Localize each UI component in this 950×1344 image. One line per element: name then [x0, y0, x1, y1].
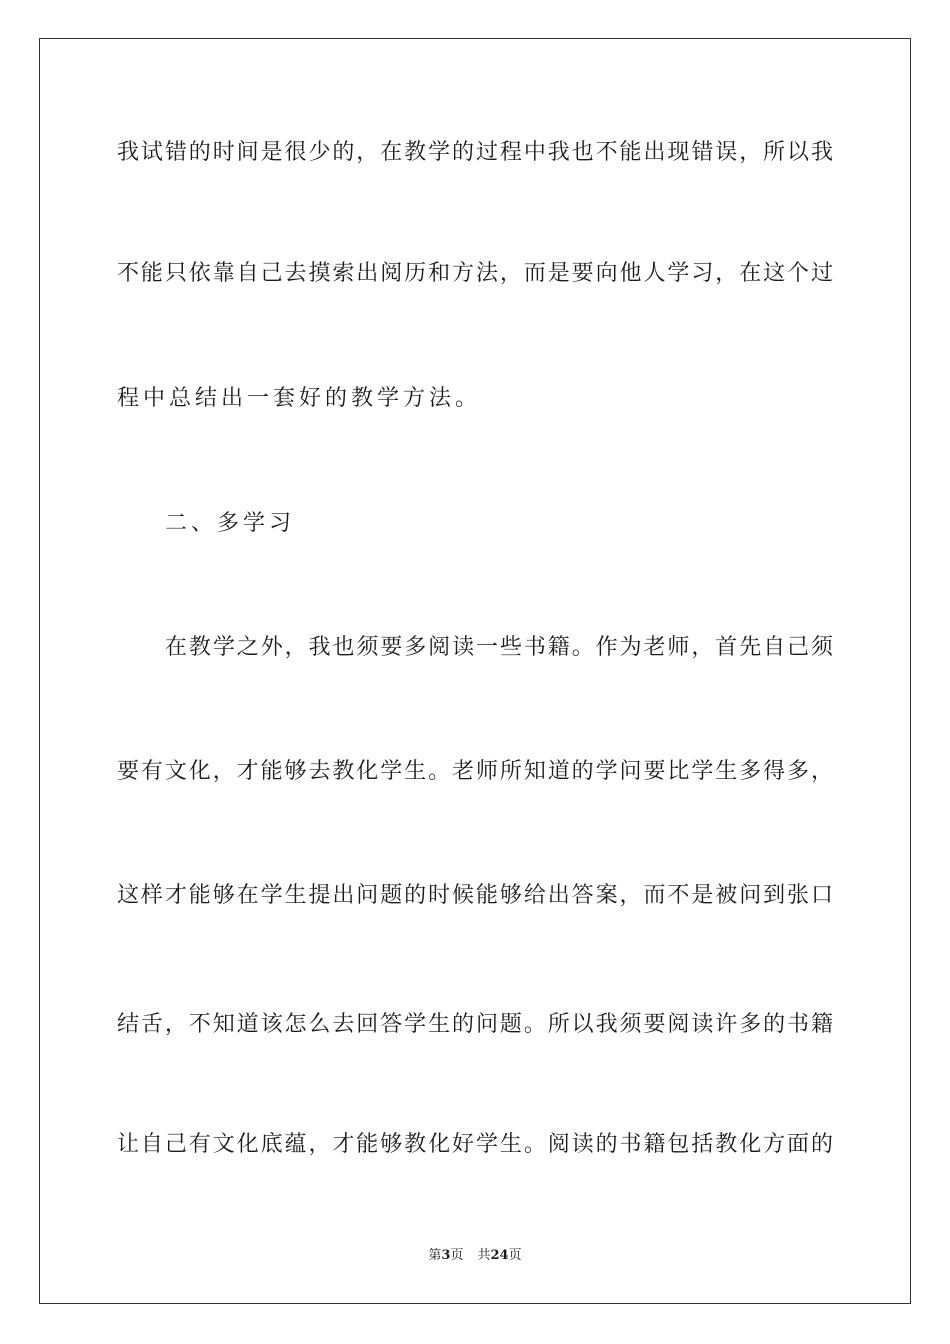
body-text-line-1: 我试错的时间是很少的，在教学的过程中我也不能出现错误，所以我 [117, 140, 833, 165]
section-heading: 二、多学习 [165, 511, 296, 536]
current-page-number: 3 [441, 1248, 451, 1263]
total-label-unit: 页 [508, 1248, 522, 1263]
total-page-number: 24 [490, 1248, 509, 1263]
body-text-line-5: 在教学之外，我也须要多阅读一些书籍。作为老师，首先自己须 [165, 635, 833, 660]
body-text-line-6: 要有文化，才能够去教化学生。老师所知道的学问要比学生多得多， [117, 759, 833, 784]
page-border [39, 38, 911, 1304]
body-text-line-3: 程中总结出一套好的教学方法。 [117, 386, 482, 411]
body-text-line-7: 这样才能够在学生提出问题的时候能够给出答案，而不是被问到张口 [117, 883, 833, 908]
body-text-line-9: 让自己有文化底蕴，才能够教化好学生。阅读的书籍包括教化方面的 [117, 1132, 833, 1157]
total-label-prefix: 共 [477, 1248, 491, 1263]
page-footer [0, 1247, 950, 1265]
body-text-line-8: 结舌，不知道该怎么去回答学生的问题。所以我须要阅读许多的书籍 [117, 1012, 833, 1037]
body-text-line-2: 不能只依靠自己去摸索出阅历和方法，而是要向他人学习，在这个过 [117, 261, 833, 286]
page-label-unit: 页 [450, 1248, 464, 1263]
page-label-prefix: 第 [428, 1248, 442, 1263]
